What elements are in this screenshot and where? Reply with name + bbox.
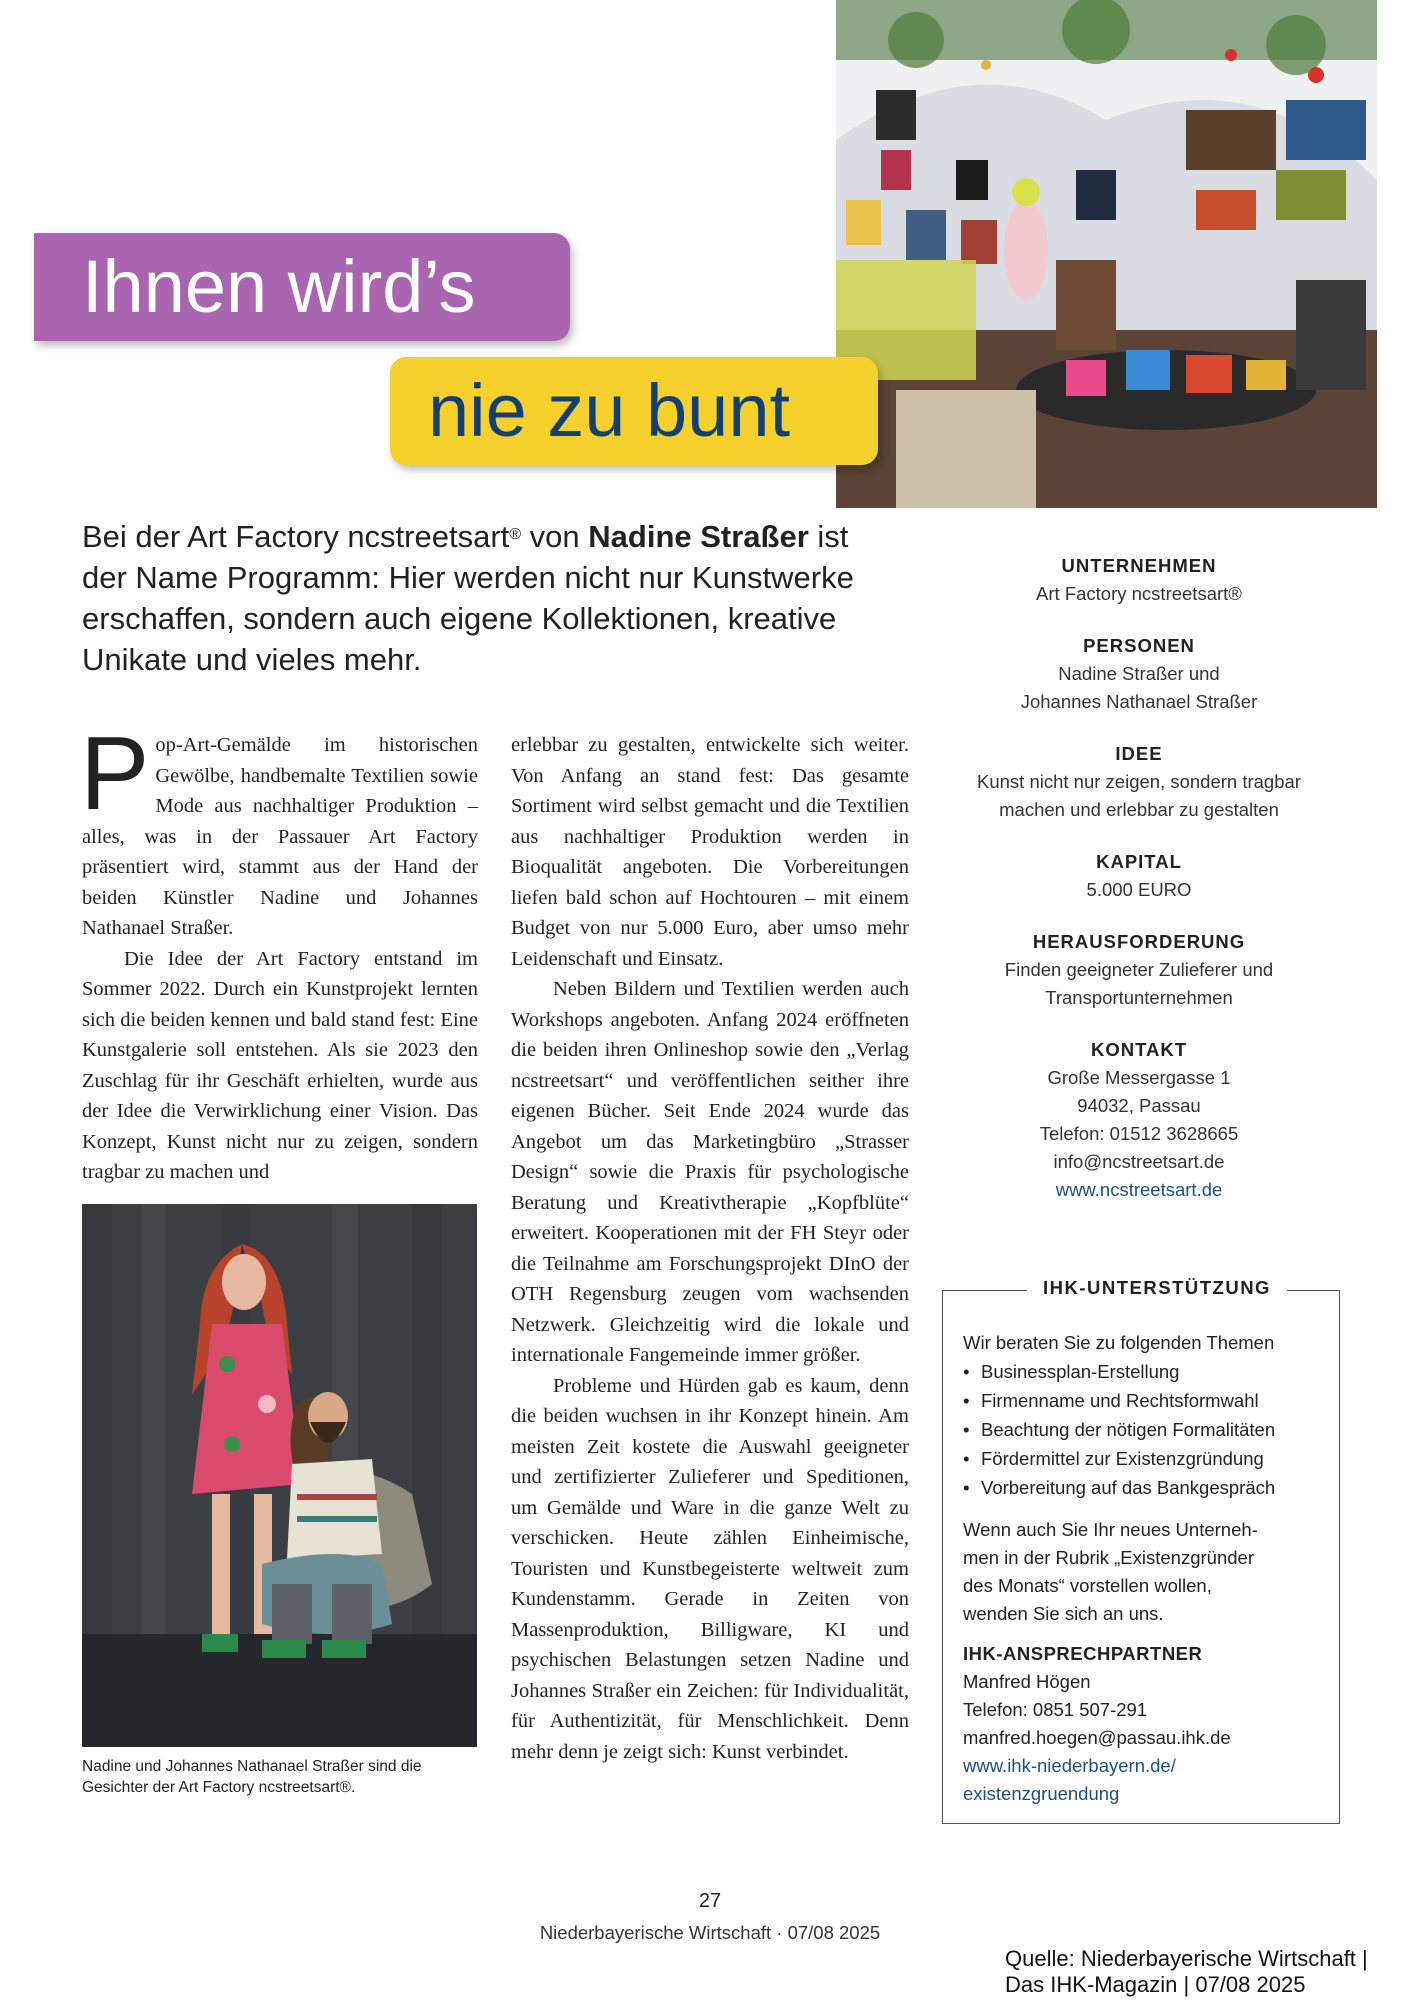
fact-persons xyxy=(934,632,1344,716)
lead-paragraph xyxy=(82,516,872,680)
ihk-topic-item: • Businessplan-Erstellung xyxy=(963,1357,1319,1386)
fact-idea-line-2: machen und erlebbar zu gestalten xyxy=(999,799,1279,820)
fact-idea-heading: IDEE xyxy=(1115,743,1163,764)
article-paragraph-3: Neben Bildern und Textilien werden auch Workshops angeboten. Anfang 2024 eröffneten die beiden ihren Onlineshop sowie den „Verlag ncstreetsart“ und veröffentlichen seither ihre eigenen Bücher. Seit Ende 2024 wurde das Angebot um das Marketingbüro „Strasser Design“ sowie die Praxis für psychologische Beratung und Kreativtherapie „Kopfblüte“ erweitert. Kooperationen mit der FH Steyr oder die Teilnahme am Forschungsprojekt DInO der OTH Regensburg zeugen vom wachsenden Netzwerk. Gleichzeitig wird die lokale und internationale Fangemeinde immer größer. xyxy=(511,978,909,1366)
lead-part-3: ist der Name Programm: Hier werden nicht nur Kunstwerke erschaffen, sondern auch eigene Kollektionen, kreative Unikate und vieles mehr. xyxy=(82,519,854,677)
fact-contact-website-link[interactable]: www.ncstreetsart.de xyxy=(1055,1179,1223,1200)
ihk-contact-phone: Telefon: 0851 507-291 xyxy=(963,1699,1148,1720)
ihk-invite-line-2: men in der Rubrik „Existenzgründer xyxy=(963,1547,1254,1568)
shop-interior-photo xyxy=(836,0,1377,508)
photo-caption: Nadine und Johannes Nathanael Straßer sind die Gesichter der Art Factory ncstreetsart®. xyxy=(82,1758,422,1796)
article-column-left xyxy=(80,716,478,1188)
ihk-topic-list xyxy=(963,1357,1319,1502)
fact-idea xyxy=(934,740,1344,824)
footer-publication: Niederbayerische Wirtschaft · 07/08 2025 xyxy=(539,1922,881,1943)
ihk-website-link-line-2[interactable]: existenzgruendung xyxy=(963,1783,1120,1804)
lead-person-name: Nadine Straßer xyxy=(588,519,809,554)
fact-company-heading: UNTERNEHMEN xyxy=(1061,555,1217,576)
article-column-middle xyxy=(511,730,909,1767)
ihk-invite-line-3: des Monats“ vorstellen wollen, xyxy=(963,1575,1212,1596)
source-note-line-1: Quelle: Niederbayerische Wirtschaft | xyxy=(1005,1946,1368,1971)
title-banner-line-1: Ihnen wird’s xyxy=(34,233,570,341)
fact-challenge xyxy=(934,928,1344,1012)
fact-contact-street: Große Messergasse 1 xyxy=(1047,1067,1231,1088)
drop-cap: P xyxy=(80,716,150,832)
fact-persons-heading: PERSONEN xyxy=(1083,635,1195,656)
page-number: 27 xyxy=(698,1890,722,1912)
fact-company-value: Art Factory ncstreetsart® xyxy=(1036,583,1242,604)
source-note xyxy=(1005,1946,1368,1998)
ihk-topic-item: • Firmenname und Rechtsformwahl xyxy=(963,1386,1319,1415)
fact-contact-email: info@ncstreetsart.de xyxy=(1053,1151,1225,1172)
ihk-website-link-line-1[interactable]: www.ihk-niederbayern.de/ xyxy=(963,1755,1176,1776)
title-banner-line-2: nie zu bunt xyxy=(390,357,878,465)
fact-challenge-line-2: Transportunternehmen xyxy=(1045,987,1233,1008)
lead-part-1: Bei der Art Factory ncstreetsart xyxy=(82,519,510,554)
article-paragraph-2: Die Idee der Art Factory entstand im Sommer 2022. Durch ein Kunstprojekt lernten sich die beiden kennen und bald stand fest: Eine Kunstgalerie soll entstehen. Als sie 2023 den Zuschlag für ihr Geschäft erhielten, wurde aus der Idee die Verwirklichung einer Vision. Das Konzept, Kunst nicht nur zu zeigen, sondern tragbar zu machen und xyxy=(82,947,478,1183)
fact-persons-line-2: Johannes Nathanael Straßer xyxy=(1020,691,1258,712)
founders-portrait-photo xyxy=(82,1204,477,1747)
source-note-line-2: Das IHK-Magazin | 07/08 2025 xyxy=(1005,1972,1306,1997)
article-paragraph-4: Probleme und Hürden gab es kaum, denn die beiden wuchsen in ihr Konzept hinein. Am meisten Zeit kostete die Auswahl geeigneter und zertifizierter Zulieferer und Speditionen, um Gemälde und Ware in die ganze Welt zu verschicken. Heute zählen Einheimische, Touristen und Kunstbegeisterte weltweit zum Kundenstamm. Gerade in Zeiten von Massenproduktion, Billigware, KI und psychischen Belastungen setzen Nadine und Johannes Straßer ein Zeichen: für Individualität, für Authentizität, für Menschlichkeit. Denn mehr denn je zeigt sich: Kunst verbindet. xyxy=(511,1374,909,1763)
ihk-contact-email: manfred.hoegen@passau.ihk.de xyxy=(963,1727,1231,1748)
fact-challenge-line-1: Finden geeigneter Zulieferer und xyxy=(1004,959,1274,980)
article-paragraph-2-continued: erlebbar zu gestalten, entwickelte sich weiter. Von Anfang an stand fest: Das gesamte Sortiment wird selbst gemacht und die Textilien aus nachhaltiger Produktion werden in Bioqualität angeboten. Die Vorbereitungen liefen bald schon auf Hochtouren – mit einem Budget von nur 5.000 Euro, aber umso mehr Leidenschaft und Einsatz. xyxy=(511,734,909,970)
fact-challenge-heading: HERAUSFORDERUNG xyxy=(1032,931,1246,952)
ihk-topic-item: • Beachtung der nötigen Formalitäten xyxy=(963,1415,1319,1444)
lead-part-2: von xyxy=(521,519,589,554)
ihk-invite-line-4: wenden Sie sich an uns. xyxy=(963,1603,1164,1624)
fact-capital xyxy=(934,848,1344,904)
ihk-contact-name: Manfred Högen xyxy=(963,1671,1091,1692)
article-paragraph-1: op-Art-Gemälde im historischen Gewölbe, handbemalte Textilien sowie Mode aus nachhaltiger Produktion – alles, was in der Passauer Art Factory präsentiert wird, stammt aus der Hand der beiden Künstler Nadine und Johannes Nathanael Straßer. xyxy=(82,734,478,939)
fact-idea-line-1: Kunst nicht nur zeigen, sondern tragbar xyxy=(977,771,1301,792)
fact-contact-city: 94032, Passau xyxy=(1077,1095,1201,1116)
fact-contact xyxy=(934,1036,1344,1204)
fact-capital-heading: KAPITAL xyxy=(1096,851,1182,872)
ihk-intro: Wir beraten Sie zu folgenden Themen xyxy=(963,1332,1275,1353)
fact-contact-phone: Telefon: 01512 3628665 xyxy=(1039,1123,1239,1144)
registered-mark: ® xyxy=(509,526,522,543)
company-fact-box xyxy=(934,552,1344,1228)
fact-company xyxy=(934,552,1344,608)
fact-capital-value: 5.000 EURO xyxy=(1086,879,1192,900)
fact-persons-line-1: Nadine Straßer und xyxy=(1058,663,1220,684)
ihk-support-title: IHK-UNTERSTÜTZUNG xyxy=(1027,1277,1287,1299)
ihk-invite-line-1: Wenn auch Sie Ihr neues Unterneh- xyxy=(963,1519,1258,1540)
ihk-topic-item: • Vorbereitung auf das Bankgespräch xyxy=(963,1473,1319,1502)
fact-contact-heading: KONTAKT xyxy=(1090,1039,1188,1060)
ihk-contact-heading: IHK-ANSPRECHPARTNER xyxy=(963,1643,1203,1664)
ihk-support-box xyxy=(942,1277,1340,1824)
ihk-topic-item: • Fördermittel zur Existenzgründung xyxy=(963,1444,1319,1473)
